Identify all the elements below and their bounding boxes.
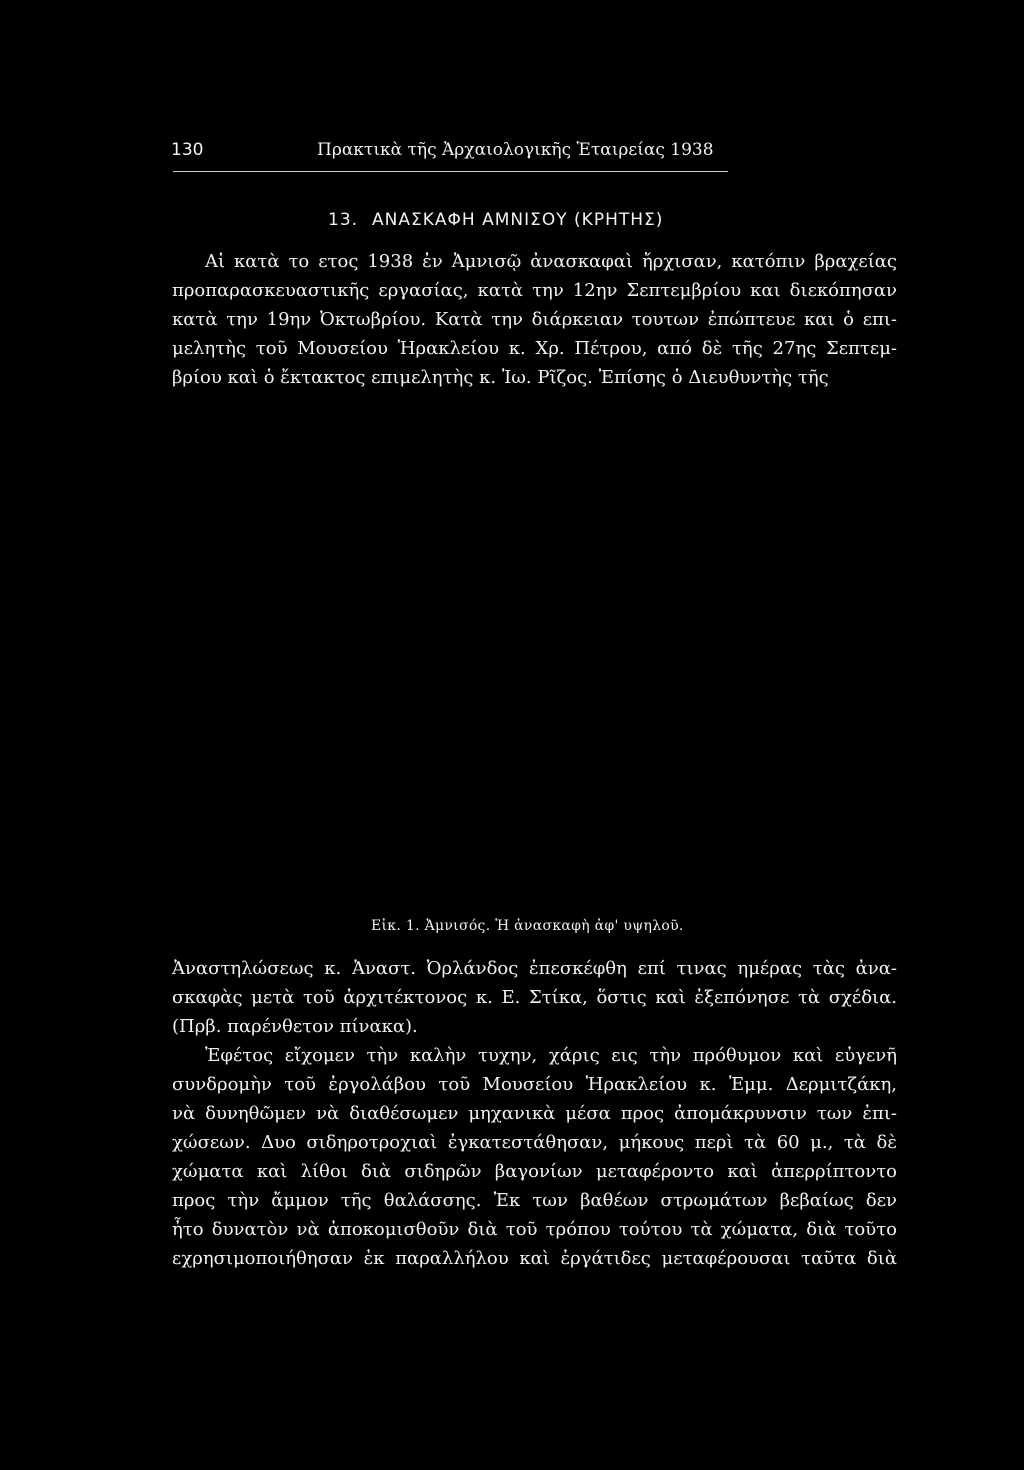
text-line: μελητὴς τοῦ Μουσείου Ἡρακλείου κ. Χρ. Πέτρου, από δὲ τῆς 27ης Σεπτεμ- — [172, 338, 897, 359]
text-line: χώματα καὶ λίθοι διὰ σιδηρῶν βαγονίων μεταφέροντο καὶ ἀπερρίπτοντο — [172, 1161, 897, 1182]
text-line: εχρησιμοποιήθησαν ἐκ παραλλήλου καὶ ἐργάτιδες μεταφέρουσαι ταῦτα διὰ — [172, 1248, 897, 1269]
text-line: Ἐφέτος εἴχομεν τὴν καλὴν τυχην, χάρις εις τὴν πρόθυμον καὶ εὐγενῆ — [205, 1045, 897, 1066]
text-line: ἦτο δυνατὸν νὰ ἀποκομισθοῦν διὰ τοῦ τρόπου τούτου τὰ χώματα, διὰ τοῦτο — [172, 1219, 897, 1240]
header-rule — [173, 171, 728, 172]
text-line: προς τὴν ἄμμον τῆς θαλάσσης. Ἐκ των βαθέων στρωμάτων βεβαίως δεν — [172, 1190, 897, 1211]
section-number: 13. — [328, 210, 359, 230]
running-title: Πρακτικὰ τῆς Ἀρχαιολογικῆς Ἑταιρείας 1938 — [317, 140, 714, 160]
text-line: νὰ δυνηθῶμεν νὰ διαθέσωμεν μηχανικὰ μέσα προς ἀπομάκρυνσιν των ἐπι- — [172, 1103, 897, 1124]
text-line: (Πρβ. παρένθετον πίνακα). — [172, 1016, 418, 1037]
text-line: προπαρασκευαστικῆς εργασίας, κατὰ την 12ην Σεπτεμβρίου και διεκόπησαν — [172, 280, 897, 301]
text-line: βρίου καὶ ὁ ἔκτακτος επιμελητὴς κ. Ἰω. Ρῖζος. Ἐπίσης ὁ Διευθυντὴς τῆς — [172, 367, 829, 388]
figure-caption: Εἰκ. 1. Ἀμνισός. Ἡ ἀνασκαφὴ ἀφ' υψηλοῦ. — [371, 918, 684, 934]
section-title: ΑΝΑΣΚΑΦΗ ΑΜΝΙΣΟΥ (ΚΡΗΤΗΣ) — [372, 210, 664, 230]
text-line: χώσεων. Δυο σιδηροτροχιαὶ ἐγκατεστάθησαν, μήκους περὶ τὰ 60 μ., τὰ δὲ — [172, 1132, 897, 1153]
text-line: κατὰ την 19ην Ὀκτωβρίου. Κατὰ την διάρκειαν τουτων ἐπώπτευε και ὁ επι- — [172, 309, 897, 330]
text-line: Ἀναστηλώσεως κ. Ἀναστ. Ὀρλάνδος ἐπεσκέφθη επί τινας ημέρας τὰς ἀνα- — [172, 958, 897, 979]
figure-image — [172, 410, 897, 905]
page-number: 130 — [171, 140, 204, 160]
text-line: Αἱ κατὰ το ετος 1938 ἐν Ἀμνισῷ ἀνασκαφαὶ ἤρχισαν, κατόπιν βραχείας — [205, 251, 897, 272]
text-line: σκαφὰς μετὰ τοῦ ἀρχιτέκτονος κ. Ε. Στίκα, ὅστις καὶ ἐξεπόνησε τὰ σχέδια. — [172, 987, 897, 1008]
section-heading — [328, 210, 663, 230]
text-line: συνδρομὴν τοῦ ἐργολάβου τοῦ Μουσείου Ἡρακλείου κ. Ἐμμ. Δερμιτζάκη, — [172, 1074, 897, 1095]
